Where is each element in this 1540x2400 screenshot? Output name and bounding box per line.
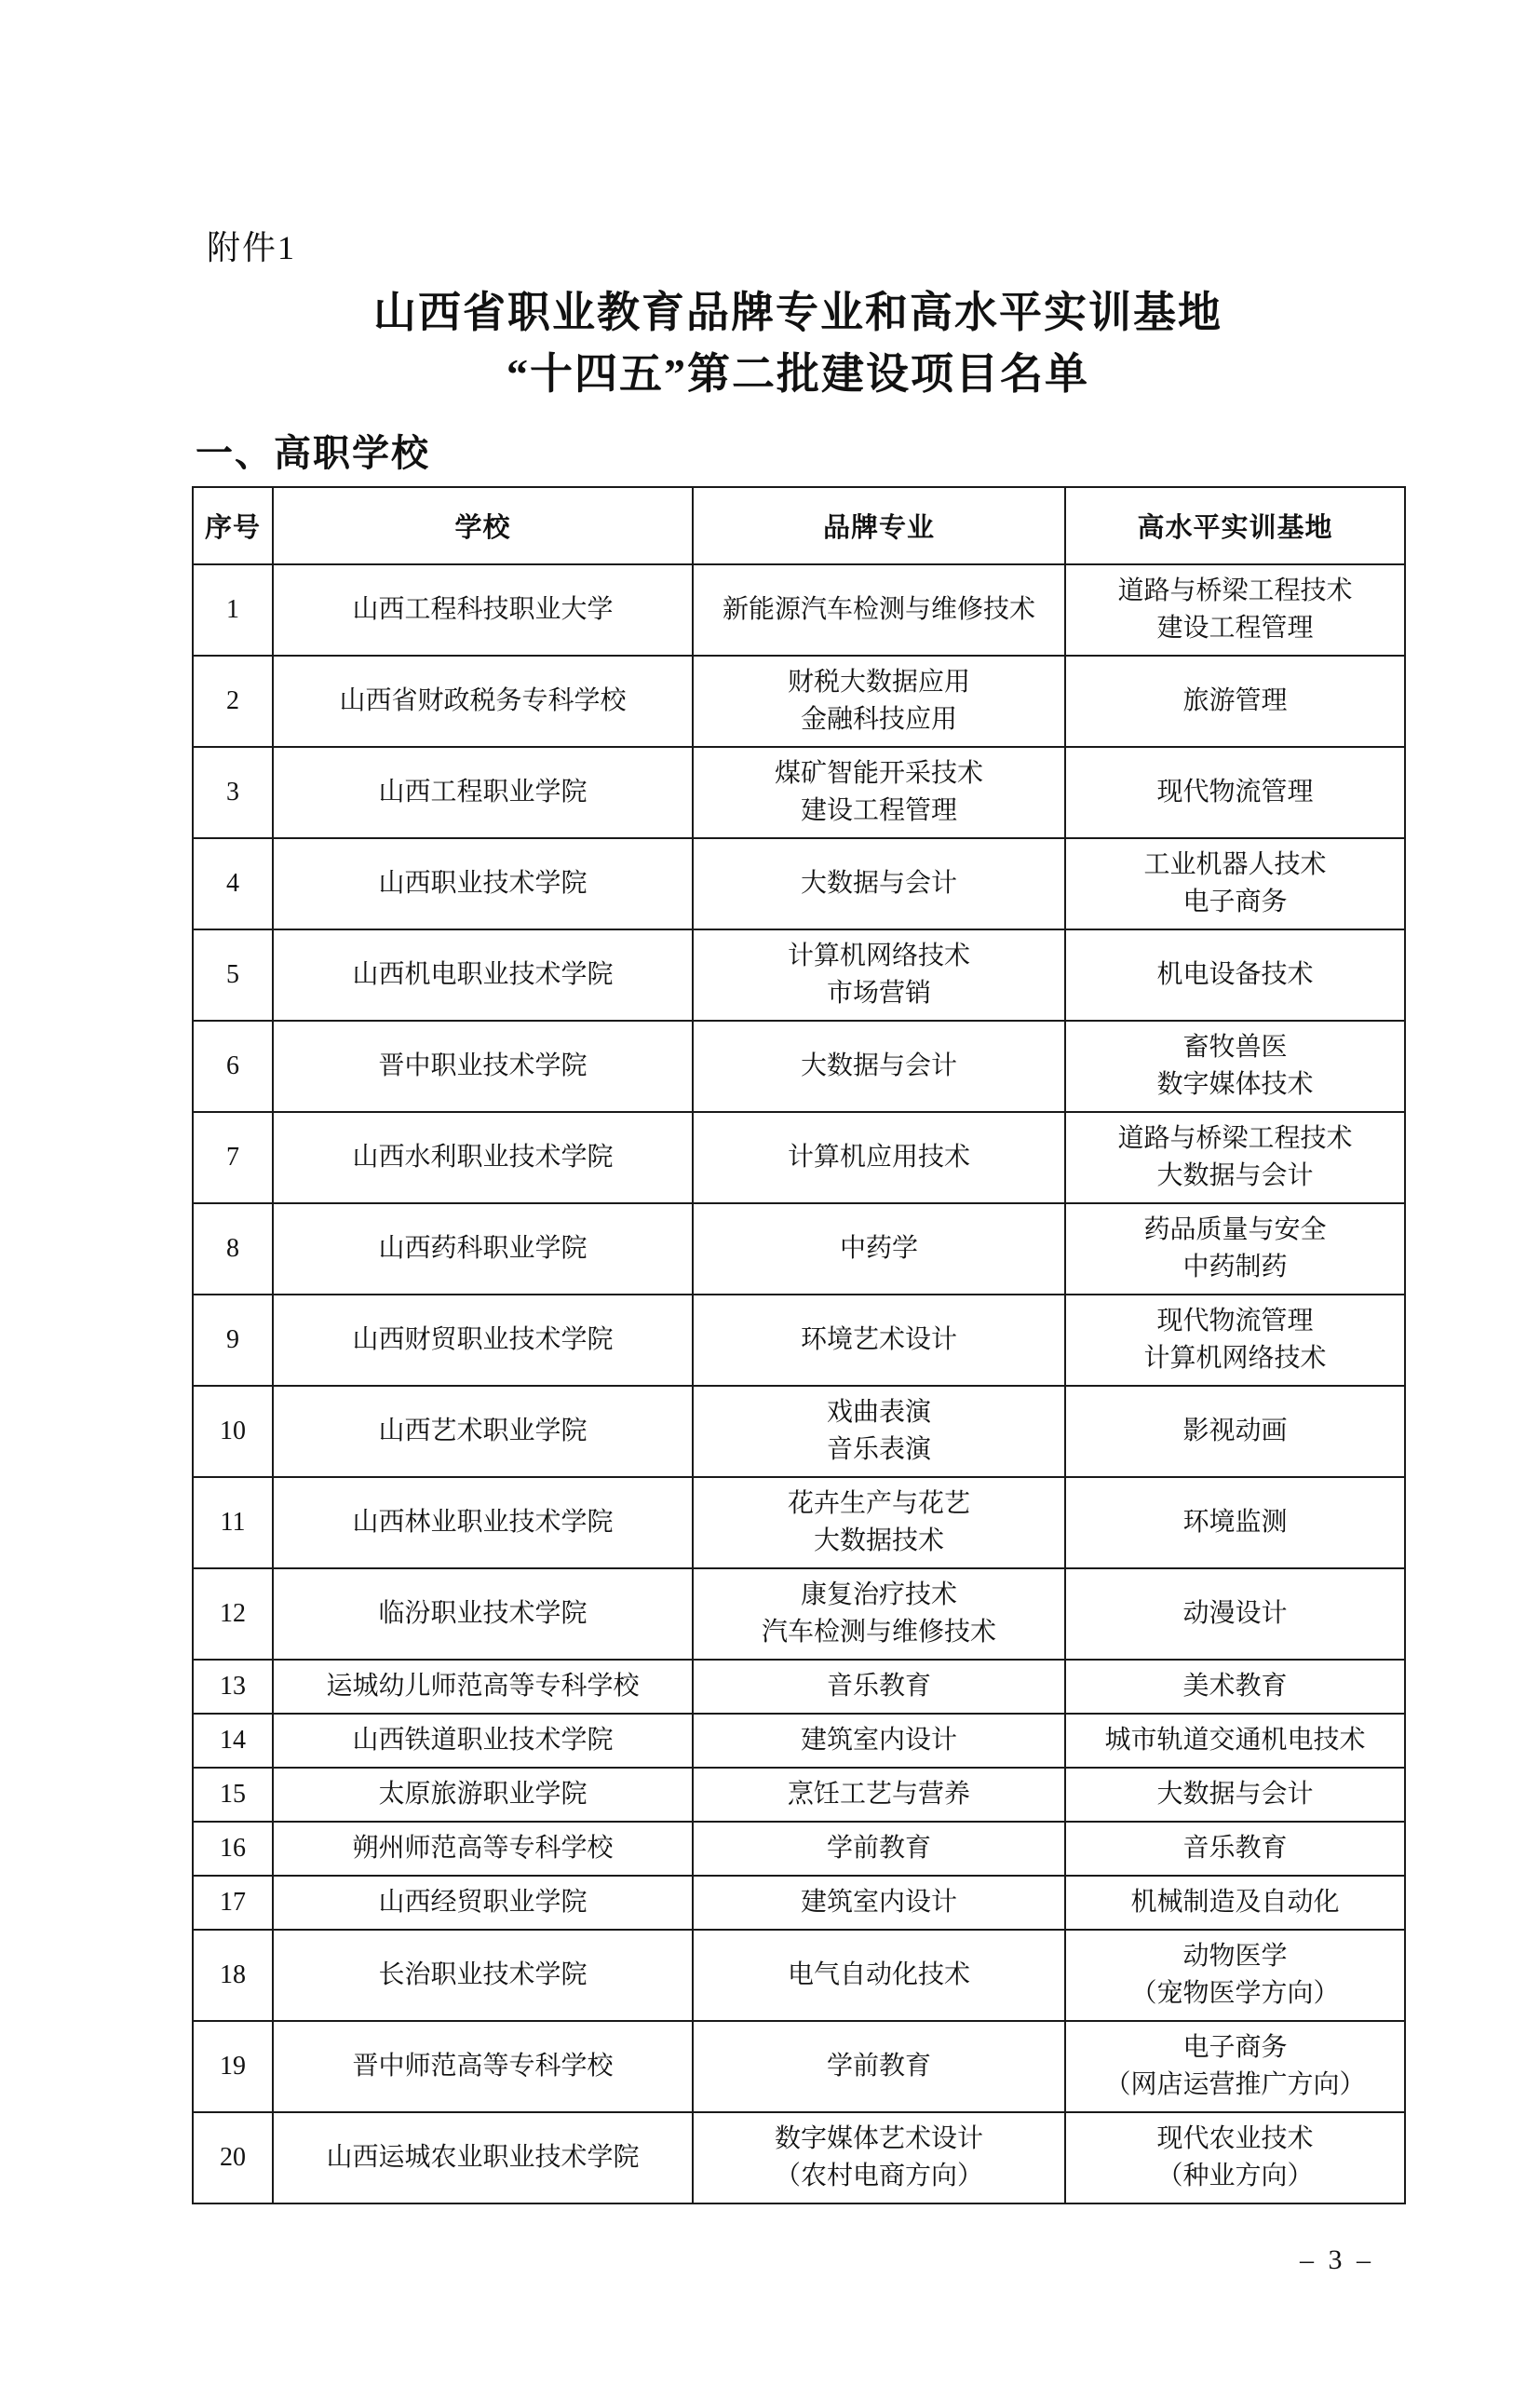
cell-major [693,2021,1065,2112]
document-title [192,282,1404,405]
cell-base [1065,747,1405,838]
cell-base [1065,1568,1405,1660]
major-line: 康复治疗技术 [800,1580,957,1609]
base-line: 环境监测 [1182,1508,1288,1537]
cell-base [1065,1660,1405,1714]
table-row [193,1021,1405,1112]
cell-school: 晋中师范高等专科学校 [273,2021,693,2112]
cell-no: 8 [193,1203,273,1295]
cell-school: 山西药科职业学院 [273,1203,693,1295]
base-line: 道路与桥梁工程技术 [1117,576,1353,605]
cell-school: 山西艺术职业学院 [273,1386,693,1477]
cell-base [1065,1203,1405,1295]
cell-base [1065,1112,1405,1203]
base-line: 美术教育 [1182,1672,1288,1701]
base-line: 药品质量与安全 [1143,1215,1327,1244]
base-line: 影视动画 [1182,1417,1288,1445]
major-line: 汽车检测与维修技术 [761,1618,996,1647]
base-line: 机械制造及自动化 [1130,1888,1340,1917]
table-row [193,2112,1405,2203]
cell-base [1065,656,1405,747]
base-line: （种业方向） [1156,2162,1314,2190]
major-line: 电气自动化技术 [787,1960,970,1989]
table-row [193,1768,1405,1822]
cell-no: 3 [193,747,273,838]
table-row [193,1714,1405,1768]
cell-major [693,1876,1065,1930]
table-row [193,656,1405,747]
cell-base [1065,929,1405,1021]
section-heading: 一、高职学校 [196,433,430,474]
cell-major [693,1930,1065,2021]
cell-major [693,1768,1065,1822]
major-line: 煤矿智能开采技术 [774,759,983,788]
attachment-label: 附件1 [207,229,297,266]
base-line: 道路与桥梁工程技术 [1117,1124,1353,1153]
major-line: 花卉生产与花艺 [787,1489,970,1518]
cell-base [1065,1295,1405,1386]
page-number: – 3 – [1300,2244,1374,2275]
cell-school: 朔州师范高等专科学校 [273,1822,693,1876]
cell-school: 晋中职业技术学院 [273,1021,693,1112]
major-line: 新能源汽车检测与维修技术 [722,595,1035,624]
major-line: 中药学 [839,1234,918,1263]
document-page [0,222,1540,2400]
cell-no: 12 [193,1568,273,1660]
cell-school: 太原旅游职业学院 [273,1768,693,1822]
major-line: 建筑室内设计 [800,1726,957,1755]
table-row [193,1477,1405,1568]
cell-school: 长治职业技术学院 [273,1930,693,2021]
base-line: （宠物医学方向） [1130,1979,1340,2008]
cell-major [693,2112,1065,2203]
cell-no: 5 [193,929,273,1021]
base-line: （网店运营推广方向） [1104,2070,1366,2099]
cell-no: 13 [193,1660,273,1714]
major-line: 计算机应用技术 [787,1143,970,1172]
base-line: 大数据与会计 [1156,1780,1314,1809]
document-title-line2: “十四五”第二批建设项目名单 [507,350,1089,398]
cell-major [693,1021,1065,1112]
base-line: 电子商务 [1182,888,1288,916]
table-row [193,838,1405,929]
base-line: 电子商务 [1182,2033,1288,2062]
cell-school: 山西林业职业技术学院 [273,1477,693,1568]
cell-major [693,656,1065,747]
cell-major [693,1660,1065,1714]
header-cell-base: 高水平实训基地 [1065,487,1405,564]
cell-major [693,1203,1065,1295]
cell-school: 山西经贸职业学院 [273,1876,693,1930]
base-line: 建设工程管理 [1156,614,1314,643]
table-row [193,1660,1405,1714]
cell-base [1065,1930,1405,2021]
base-line: 大数据与会计 [1156,1161,1314,1190]
table-header-row [193,487,1405,564]
cell-major [693,838,1065,929]
major-line: 学前教育 [826,1834,931,1863]
cell-no: 1 [193,564,273,656]
cell-school: 山西水利职业技术学院 [273,1112,693,1203]
table-body [193,564,1405,2203]
cell-major [693,1714,1065,1768]
cell-base [1065,1714,1405,1768]
base-line: 畜牧兽医 [1182,1033,1288,1062]
cell-major [693,929,1065,1021]
table-row [193,1386,1405,1477]
major-line: 大数据与会计 [800,1051,957,1080]
base-line: 机电设备技术 [1156,960,1314,989]
table-row [193,2021,1405,2112]
document-title-line1: 山西省职业教育品牌专业和高水平实训基地 [373,289,1223,336]
cell-no: 14 [193,1714,273,1768]
cell-no: 15 [193,1768,273,1822]
header-cell-major: 品牌专业 [693,487,1065,564]
major-line: 戏曲表演 [826,1398,931,1427]
table-row [193,1822,1405,1876]
cell-base [1065,2112,1405,2203]
base-line: 数字媒体技术 [1156,1070,1314,1099]
cell-school: 山西职业技术学院 [273,838,693,929]
table-row [193,1930,1405,2021]
cell-no: 17 [193,1876,273,1930]
cell-base [1065,1021,1405,1112]
cell-major [693,1568,1065,1660]
cell-school: 山西机电职业技术学院 [273,929,693,1021]
base-line: 现代物流管理 [1156,778,1314,807]
base-line: 旅游管理 [1182,686,1288,715]
major-line: 学前教育 [826,2052,931,2081]
cell-major [693,747,1065,838]
cell-major [693,1822,1065,1876]
cell-no: 20 [193,2112,273,2203]
major-line: 烹饪工艺与营养 [787,1780,970,1809]
schools-table [192,486,1406,2204]
major-line: 建筑室内设计 [800,1888,957,1917]
cell-base [1065,1477,1405,1568]
major-line: 音乐表演 [826,1435,931,1464]
cell-base [1065,564,1405,656]
base-line: 现代物流管理 [1156,1307,1314,1336]
cell-no: 4 [193,838,273,929]
cell-major [693,1477,1065,1568]
cell-no: 19 [193,2021,273,2112]
cell-no: 7 [193,1112,273,1203]
cell-base [1065,1768,1405,1822]
cell-school: 山西铁道职业技术学院 [273,1714,693,1768]
header-cell-no: 序号 [193,487,273,564]
cell-no: 18 [193,1930,273,2021]
table-row [193,929,1405,1021]
base-line: 动物医学 [1182,1942,1288,1971]
table-row [193,1112,1405,1203]
base-line: 计算机网络技术 [1143,1344,1327,1373]
major-line: 财税大数据应用 [787,668,970,697]
cell-school: 山西财贸职业技术学院 [273,1295,693,1386]
table-row [193,1876,1405,1930]
major-line: 计算机网络技术 [787,942,970,970]
major-line: 大数据技术 [813,1526,944,1555]
major-line: 环境艺术设计 [800,1325,957,1354]
cell-base [1065,2021,1405,2112]
cell-no: 10 [193,1386,273,1477]
major-line: 大数据与会计 [800,869,957,898]
cell-school: 山西工程职业学院 [273,747,693,838]
cell-no: 11 [193,1477,273,1568]
cell-base [1065,1386,1405,1477]
cell-base [1065,838,1405,929]
cell-school: 临汾职业技术学院 [273,1568,693,1660]
major-line: （农村电商方向） [774,2162,983,2190]
cell-school: 山西工程科技职业大学 [273,564,693,656]
cell-school: 山西省财政税务专科学校 [273,656,693,747]
major-line: 音乐教育 [826,1672,931,1701]
base-line: 中药制药 [1182,1253,1288,1281]
cell-no: 16 [193,1822,273,1876]
table-row [193,747,1405,838]
major-line: 金融科技应用 [800,705,957,734]
cell-no: 6 [193,1021,273,1112]
header-cell-school: 学校 [273,487,693,564]
cell-major [693,1112,1065,1203]
cell-school: 山西运城农业职业技术学院 [273,2112,693,2203]
cell-base [1065,1876,1405,1930]
major-line: 建设工程管理 [800,796,957,825]
cell-school: 运城幼儿师范高等专科学校 [273,1660,693,1714]
table-row [193,1295,1405,1386]
base-line: 动漫设计 [1182,1599,1288,1628]
table-row [193,1568,1405,1660]
base-line: 音乐教育 [1182,1834,1288,1863]
table-row [193,564,1405,656]
base-line: 工业机器人技术 [1143,850,1327,879]
base-line: 城市轨道交通机电技术 [1104,1726,1366,1755]
cell-major [693,1386,1065,1477]
cell-no: 9 [193,1295,273,1386]
table-row [193,1203,1405,1295]
major-line: 数字媒体艺术设计 [774,2124,983,2153]
cell-no: 2 [193,656,273,747]
cell-major [693,1295,1065,1386]
major-line: 市场营销 [826,979,931,1008]
base-line: 现代农业技术 [1156,2124,1314,2153]
cell-major [693,564,1065,656]
cell-base [1065,1822,1405,1876]
